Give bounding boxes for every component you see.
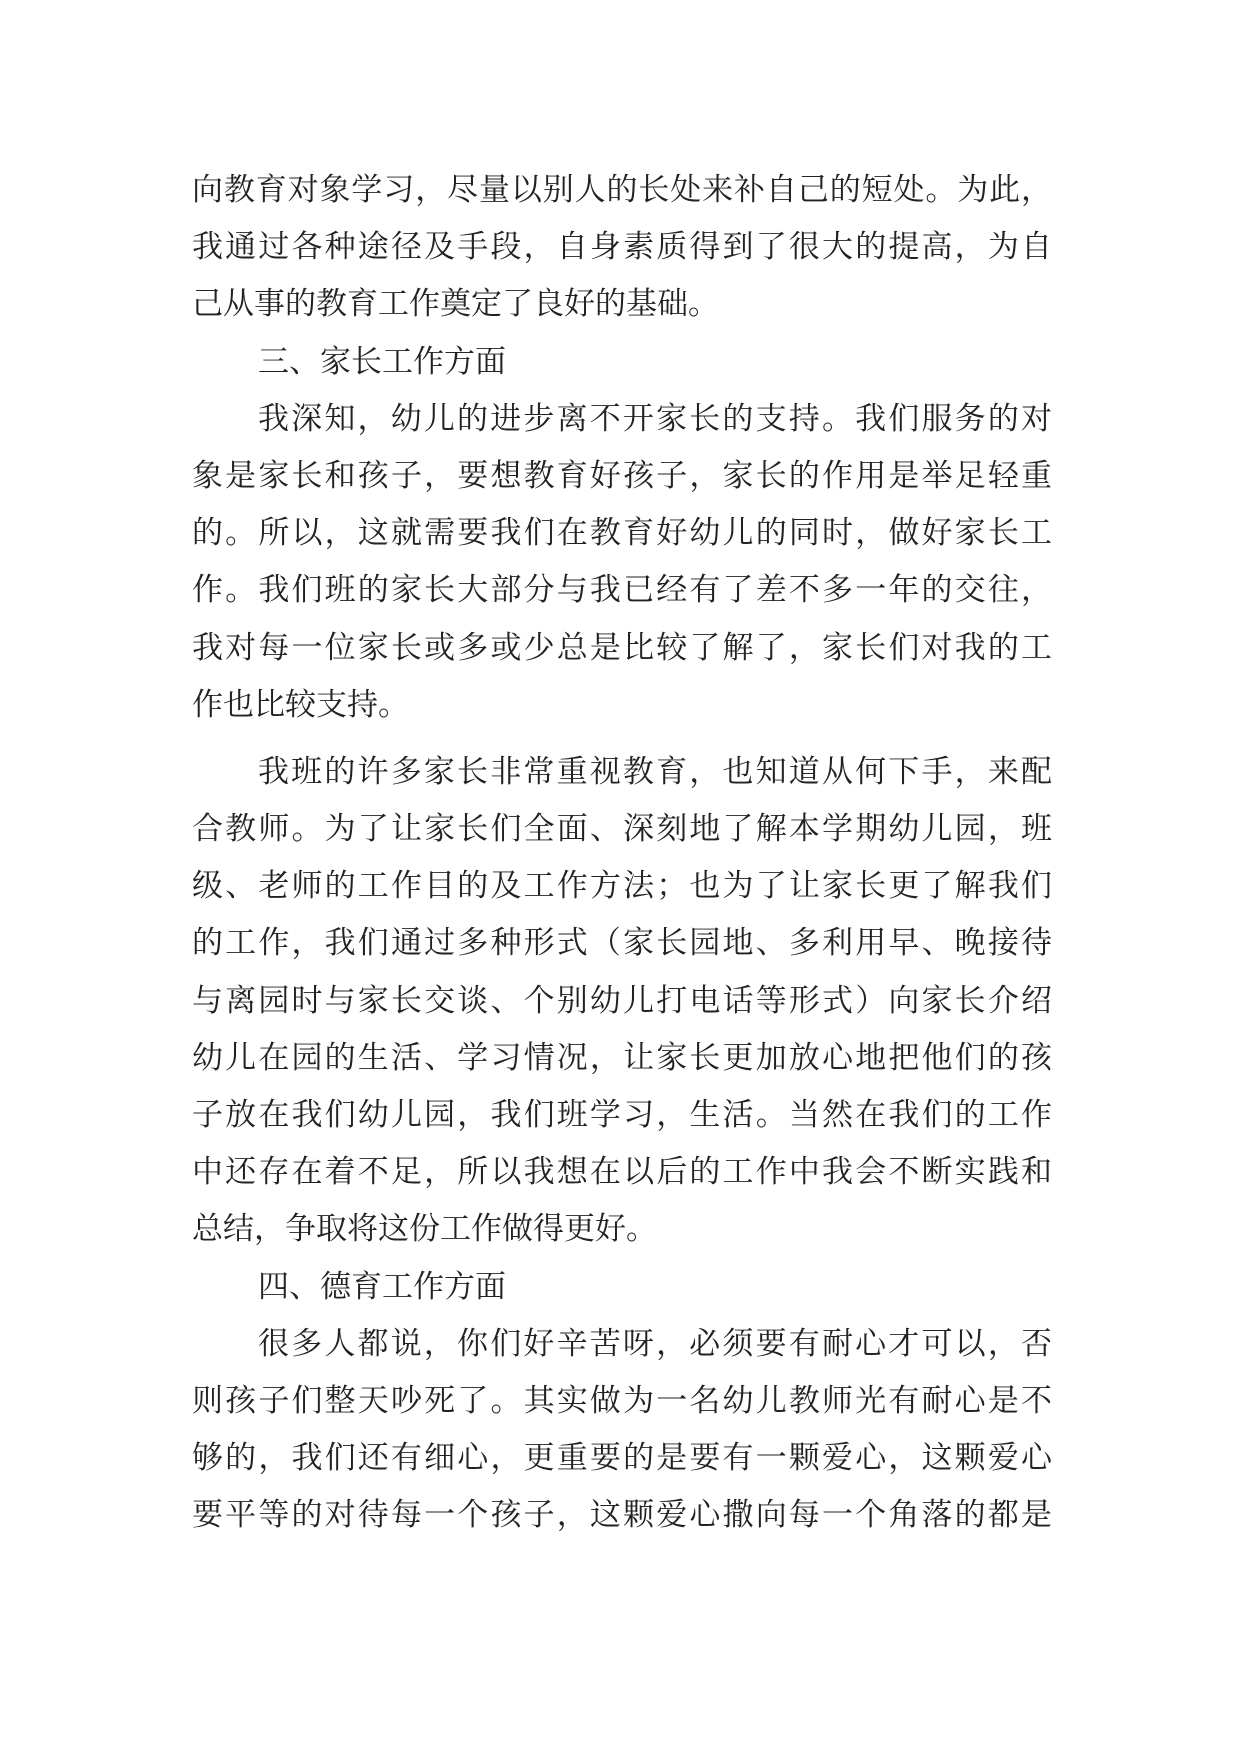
paragraph-line: 我通过各种途径及手段，自身素质得到了很大的提高，为自 [192,229,1052,266]
paragraph-line: 作。我们班的家长大部分与我已经有了差不多一年的交往， [192,572,1052,609]
paragraph-line: 中还存在着不足，所以我想在以后的工作中我会不断实践和 [192,1154,1052,1191]
section-heading: 三、家长工作方面 [258,343,506,380]
paragraph-line: 我对每一位家长或多或少总是比较了解了，家长们对我的工 [192,629,1052,666]
document-body [192,162,1052,1545]
paragraph-gap [192,734,1052,744]
paragraph-line: 合教师。为了让家长们全面、深刻地了解本学期幼儿园，班 [192,811,1052,848]
paragraph-line: 与离园时与家长交谈、个别幼儿打电话等形式）向家长介绍 [192,982,1052,1019]
paragraph-line: 作也比较支持。 [192,686,409,723]
paragraph-line: 的。所以，这就需要我们在教育好幼儿的同时，做好家长工 [192,515,1052,552]
paragraph-line: 子放在我们幼儿园，我们班学习，生活。当然在我们的工作 [192,1097,1052,1133]
paragraph-line: 的工作，我们通过多种形式（家长园地、多利用早、晚接待 [192,925,1052,962]
paragraph-line: 我班的许多家长非常重视教育，也知道从何下手，来配 [258,753,1052,790]
paragraph-line: 级、老师的工作目的及工作方法；也为了让家长更了解我们 [192,868,1052,905]
paragraph-line: 要平等的对待每一个孩子，这颗爱心撒向每一个角落的都是 [192,1497,1052,1534]
paragraph-line: 象是家长和孩子，要想教育好孩子，家长的作用是举足轻重 [192,457,1052,494]
paragraph-line: 总结，争取将这份工作做得更好。 [192,1211,657,1248]
paragraph-line: 够的，我们还有细心，更重要的是要有一颗爱心，这颗爱心 [192,1440,1052,1477]
paragraph-line: 则孩子们整天吵死了。其实做为一名幼儿教师光有耐心是不 [192,1382,1052,1419]
section-heading: 四、德育工作方面 [258,1268,506,1305]
paragraph-line: 我深知，幼儿的进步离不开家长的支持。我们服务的对 [258,400,1052,437]
paragraph-line: 己从事的教育工作奠定了良好的基础。 [192,286,719,323]
paragraph-line: 很多人都说，你们好辛苦呀，必须要有耐心才可以，否 [258,1325,1052,1362]
paragraph-line: 向教育对象学习，尽量以别人的长处来补自己的短处。为此， [192,172,1052,208]
paragraph-line: 幼儿在园的生活、学习情况，让家长更加放心地把他们的孩 [192,1039,1052,1076]
